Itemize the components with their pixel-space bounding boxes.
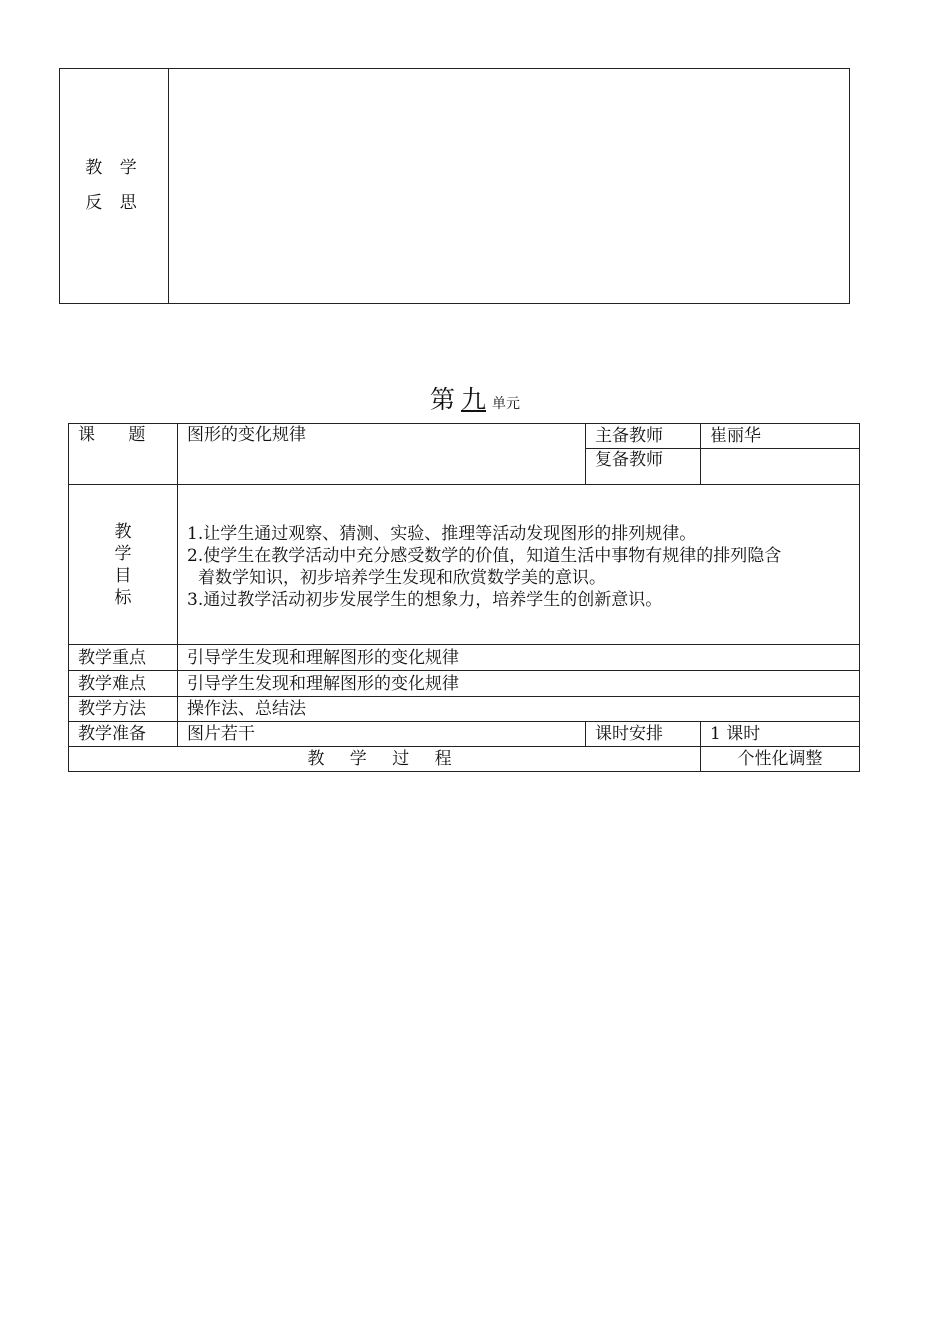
key-point-value: 引导学生发现和理解图形的变化规律	[178, 645, 860, 671]
difficulty-value: 引导学生发现和理解图形的变化规律	[178, 671, 860, 697]
schedule-label: 课时安排	[586, 722, 701, 747]
topic-label: 课 题	[78, 425, 160, 445]
goals-label-char: 标	[114, 587, 132, 608]
reflection-label	[60, 69, 169, 304]
process-label: 教 学 过 程	[307, 749, 462, 769]
unit-prefix: 第	[429, 385, 455, 414]
goal-item: 着数学知识，初步培养学生发现和欣赏数学美的意识。	[198, 567, 606, 588]
lesson-plan-table	[68, 423, 860, 772]
topic-label-cell	[69, 424, 178, 485]
key-point-label: 教学重点	[69, 645, 178, 671]
goals-list	[178, 485, 860, 645]
unit-suffix: 单元	[492, 396, 521, 412]
goals-label-char: 学	[114, 543, 132, 564]
prep-value: 图片若干	[178, 722, 586, 747]
goal-item: 3.通过教学活动初步发展学生的想象力，培养学生的创新意识。	[187, 589, 663, 610]
reflection-label-line2: 反 思	[85, 193, 143, 213]
main-teacher-label: 主备教师	[586, 424, 701, 449]
goal-item: 2.使学生在教学活动中充分感受数学的价值，知道生活中事物有规律的排列隐含	[187, 545, 782, 566]
reflection-content	[169, 69, 850, 304]
method-value: 操作法、总结法	[178, 697, 860, 722]
method-label: 教学方法	[69, 697, 178, 722]
topic-value: 图形的变化规律	[178, 424, 586, 485]
main-teacher-value: 崔丽华	[701, 424, 860, 449]
schedule-value: 1 课时	[701, 722, 860, 747]
goals-label-char: 教	[114, 521, 132, 542]
reflection-table	[59, 68, 850, 304]
goals-label	[69, 485, 178, 645]
co-teacher-label: 复备教师	[586, 449, 701, 485]
process-header	[69, 747, 701, 772]
unit-heading	[0, 380, 950, 416]
adjust-header: 个性化调整	[701, 747, 860, 772]
prep-label: 教学准备	[69, 722, 178, 747]
unit-number: 九	[461, 385, 487, 414]
co-teacher-value	[701, 449, 860, 485]
reflection-label-line1: 教 学	[85, 158, 143, 178]
goals-label-char: 目	[114, 565, 132, 586]
goal-item: 1.让学生通过观察、猜测、实验、推理等活动发现图形的排列规律。	[187, 523, 697, 544]
difficulty-label: 教学难点	[69, 671, 178, 697]
